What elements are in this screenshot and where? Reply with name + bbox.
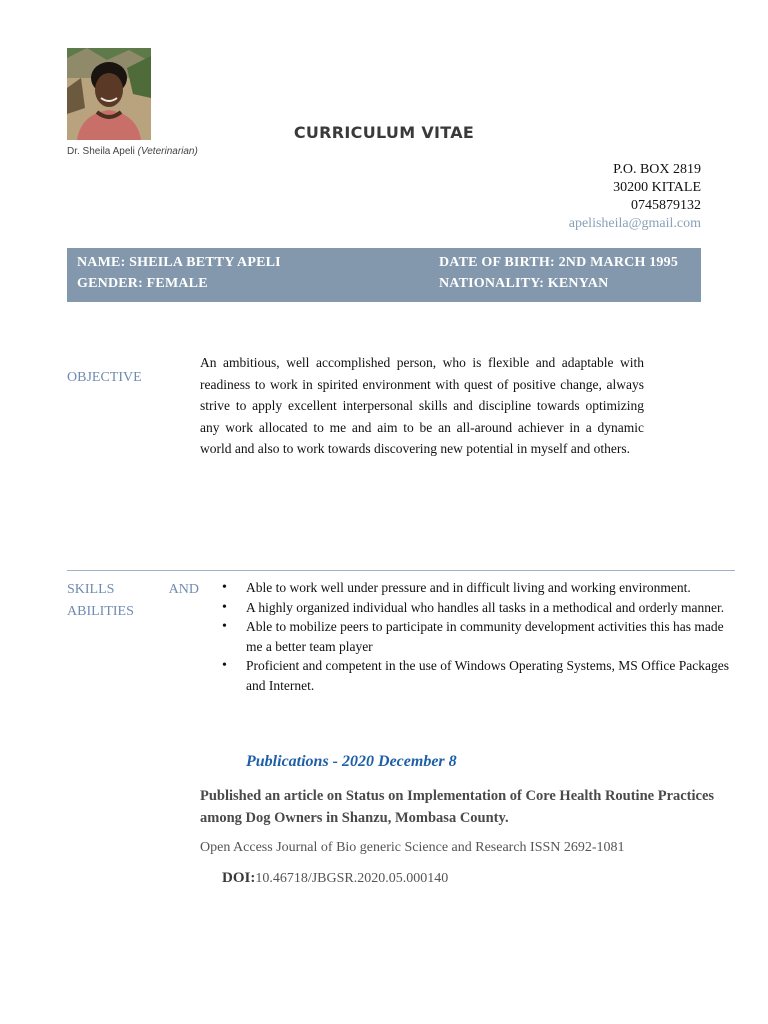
caption-role: (Veterinarian) xyxy=(137,146,198,157)
publication-doi xyxy=(222,870,448,887)
skills-label-word: AND xyxy=(168,582,199,597)
document-title: CURRICULUM VITAE xyxy=(293,123,475,142)
skill-item: • Able to work well under pressure and in difficult living and working environment. xyxy=(222,578,734,598)
dob-field: DATE OF BIRTH: 2ND MARCH 1995 xyxy=(439,255,679,270)
doi-value[interactable]: 10.46718/JBGSR.2020.05.000140 xyxy=(255,871,449,886)
name-field: NAME: SHEILA BETTY APELI xyxy=(77,255,281,270)
publication-title: Published an article on Status on Implementation of Core Health Routine Practices among Dog Owners in Shanzu, Mombasa County. xyxy=(200,788,715,826)
phone-number: 0745879132 xyxy=(631,198,701,213)
publications-heading: Publications - 2020 December 8 xyxy=(246,753,457,770)
contact-address xyxy=(569,161,701,233)
po-box: P.O. BOX 2819 xyxy=(613,162,701,177)
skills-list xyxy=(222,578,734,695)
doi-label: DOI: xyxy=(222,870,256,886)
skill-item: • A highly organized individual who handles all tasks in a methodical and orderly manner. xyxy=(222,598,734,618)
gender-field: GENDER: FEMALE xyxy=(77,276,208,291)
postal-town: 30200 KITALE xyxy=(613,180,701,195)
caption-name: Dr. Sheila Apeli xyxy=(67,146,135,157)
objective-text: An ambitious, well accomplished person, who is flexible and adaptable with readiness to work in spirited environment with quest of positive change, always strive to apply excellent interpersonal skills and discipline towards optimizing any work allocated to me and aim to be an all-around achiever in a dynamic world and also to work towards discovering new potential in myself and others. xyxy=(200,355,644,456)
photo-caption xyxy=(67,146,198,157)
skills-label xyxy=(67,579,199,623)
skill-item: • Proficient and competent in the use of Windows Operating Systems, MS Office Packages and Internet. xyxy=(222,656,734,695)
skills-label-word: SKILLS xyxy=(67,582,115,597)
skill-item: • Able to mobilize peers to participate in community development activities this has made me a better team player xyxy=(222,617,734,656)
publication-journal: Open Access Journal of Bio generic Science and Research ISSN 2692-1081 xyxy=(200,840,625,855)
nationality-field: NATIONALITY: KENYAN xyxy=(439,276,609,291)
personal-details-banner xyxy=(67,248,701,302)
email-link[interactable]: apelisheila@gmail.com xyxy=(568,216,701,231)
objective-label: OBJECTIVE xyxy=(67,370,142,385)
skills-label-word: ABILITIES xyxy=(67,604,134,619)
section-divider xyxy=(67,570,735,571)
